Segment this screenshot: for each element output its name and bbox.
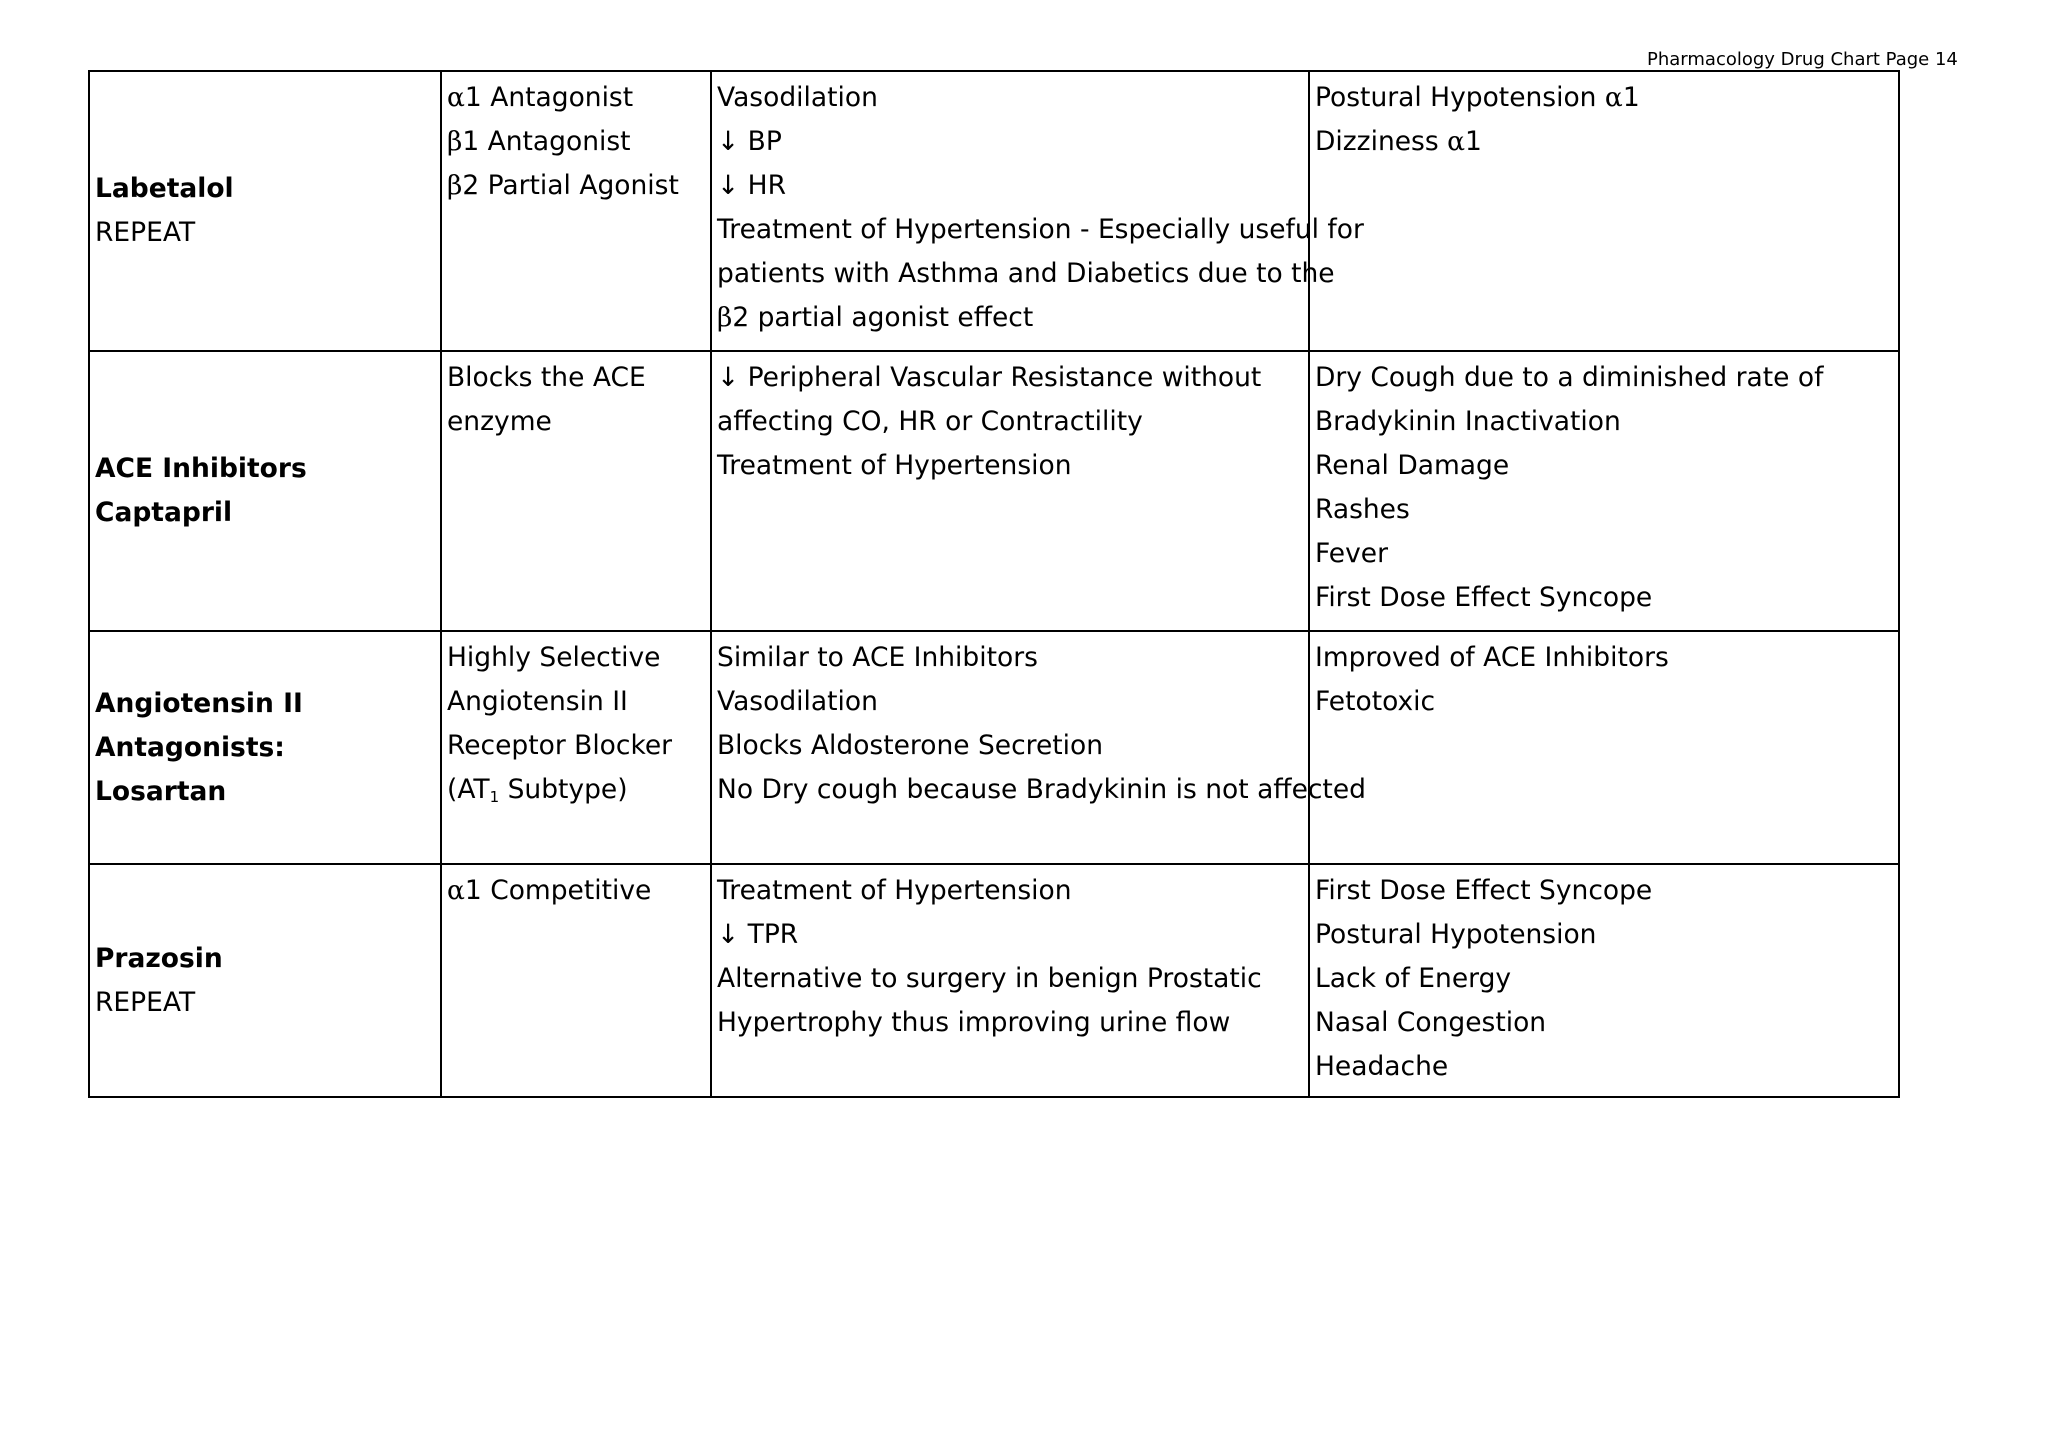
- effect-line: patients with Asthma and Diabetics due to the: [717, 258, 1335, 289]
- adverse-line: First Dose Effect Syncope: [1315, 875, 1653, 906]
- drug-name-cell: [89, 864, 441, 1097]
- mechanism-line: β2 Partial Agonist: [447, 170, 679, 201]
- effect-line: ↓ BP: [717, 126, 782, 157]
- adverse-line: Fetotoxic: [1315, 686, 1436, 717]
- effect-line: ↓ Peripheral Vascular Resistance without: [717, 362, 1262, 393]
- drug-chart-table: [88, 70, 1900, 1098]
- down-arrow-icon: ↓: [717, 170, 740, 201]
- mechanism-cell: [441, 351, 711, 631]
- adverse-effects-cell: [1309, 71, 1899, 351]
- adverse-line: Rashes: [1315, 494, 1410, 525]
- mechanism-cell: [441, 631, 711, 864]
- drug-name: Captapril: [95, 497, 233, 528]
- adverse-line: Lack of Energy: [1315, 963, 1512, 994]
- adverse-effects-cell: [1309, 864, 1899, 1097]
- drug-name-cell: [89, 351, 441, 631]
- effect-line: No Dry cough because Bradykinin is not affected: [717, 774, 1366, 805]
- mechanism-line: enzyme: [447, 406, 552, 437]
- adverse-line: Fever: [1315, 538, 1388, 569]
- table-row-labetalol: [89, 71, 1899, 351]
- effect-line: Treatment of Hypertension: [717, 450, 1072, 481]
- effects-cell: [711, 351, 1309, 631]
- mechanism-line: α1 Antagonist: [447, 82, 634, 113]
- effect-line: Similar to ACE Inhibitors: [717, 642, 1038, 673]
- adverse-effects-cell: [1309, 631, 1899, 864]
- drug-name: Prazosin: [95, 942, 223, 974]
- effect-line: ↓ HR: [717, 170, 786, 201]
- table-row-angiotensin-ii-antagonists: [89, 631, 1899, 864]
- adverse-line: Improved of ACE Inhibitors: [1315, 642, 1669, 673]
- effect-line: Vasodilation: [717, 686, 878, 717]
- drug-name: Antagonists:: [95, 731, 285, 763]
- adverse-line: Dry Cough due to a diminished rate of: [1315, 362, 1824, 393]
- mechanism-line: α1 Competitive: [447, 875, 652, 906]
- table-row-ace-inhibitors: [89, 351, 1899, 631]
- effect-line: Blocks Aldosterone Secretion: [717, 730, 1104, 761]
- effect-line: Hypertrophy thus improving urine flow: [717, 1007, 1231, 1038]
- mechanism-line: Angiotensin II: [447, 686, 628, 717]
- adverse-line: Headache: [1315, 1051, 1449, 1082]
- drug-name: Angiotensin II: [95, 687, 303, 719]
- adverse-effects-cell: [1309, 351, 1899, 631]
- adverse-line: Bradykinin Inactivation: [1315, 406, 1621, 437]
- adverse-line: Postural Hypotension α1: [1315, 82, 1640, 113]
- adverse-line: Renal Damage: [1315, 450, 1510, 481]
- mechanism-line: Receptor Blocker: [447, 730, 673, 761]
- effect-line: β2 partial agonist effect: [717, 302, 1034, 333]
- effect-line: Alternative to surgery in benign Prostatic: [717, 963, 1262, 994]
- drug-name-cell: [89, 71, 441, 351]
- mechanism-line: β1 Antagonist: [447, 126, 631, 157]
- adverse-line: Dizziness α1: [1315, 126, 1482, 157]
- drug-name: ACE Inhibitors: [95, 453, 307, 484]
- table-row-prazosin: [89, 864, 1899, 1097]
- page-header: Pharmacology Drug Chart Page 14: [1647, 49, 1958, 70]
- down-arrow-icon: ↓: [717, 126, 740, 157]
- effect-line: ↓ TPR: [717, 919, 799, 950]
- drug-name-cell: [89, 631, 441, 864]
- effects-cell: [711, 71, 1364, 351]
- adverse-line: First Dose Effect Syncope: [1315, 582, 1653, 613]
- repeat-tag: REPEAT: [95, 986, 196, 1018]
- effect-line: Treatment of Hypertension - Especially useful for: [717, 214, 1364, 245]
- mechanism-line: ($AT_1$ Subtype): [447, 774, 628, 806]
- effect-line: Treatment of Hypertension: [717, 875, 1072, 906]
- effect-line: affecting CO, HR or Contractility: [717, 406, 1143, 437]
- adverse-line: Postural Hypotension: [1315, 919, 1597, 950]
- mechanism-line: Highly Selective: [447, 642, 661, 673]
- down-arrow-icon: ↓: [717, 919, 740, 950]
- mechanism-line: Blocks the ACE: [447, 362, 646, 393]
- effects-cell: [711, 864, 1309, 1097]
- down-arrow-icon: ↓: [717, 362, 740, 393]
- mechanism-cell: [441, 864, 711, 1097]
- drug-name: Labetalol: [95, 173, 234, 204]
- mechanism-cell: [441, 71, 711, 351]
- adverse-line: Nasal Congestion: [1315, 1007, 1547, 1038]
- effect-line: Vasodilation: [717, 82, 878, 113]
- repeat-tag: REPEAT: [95, 217, 196, 248]
- effects-cell: [711, 631, 1366, 864]
- drug-name: Losartan: [95, 775, 227, 807]
- subscript: 1: [489, 788, 500, 806]
